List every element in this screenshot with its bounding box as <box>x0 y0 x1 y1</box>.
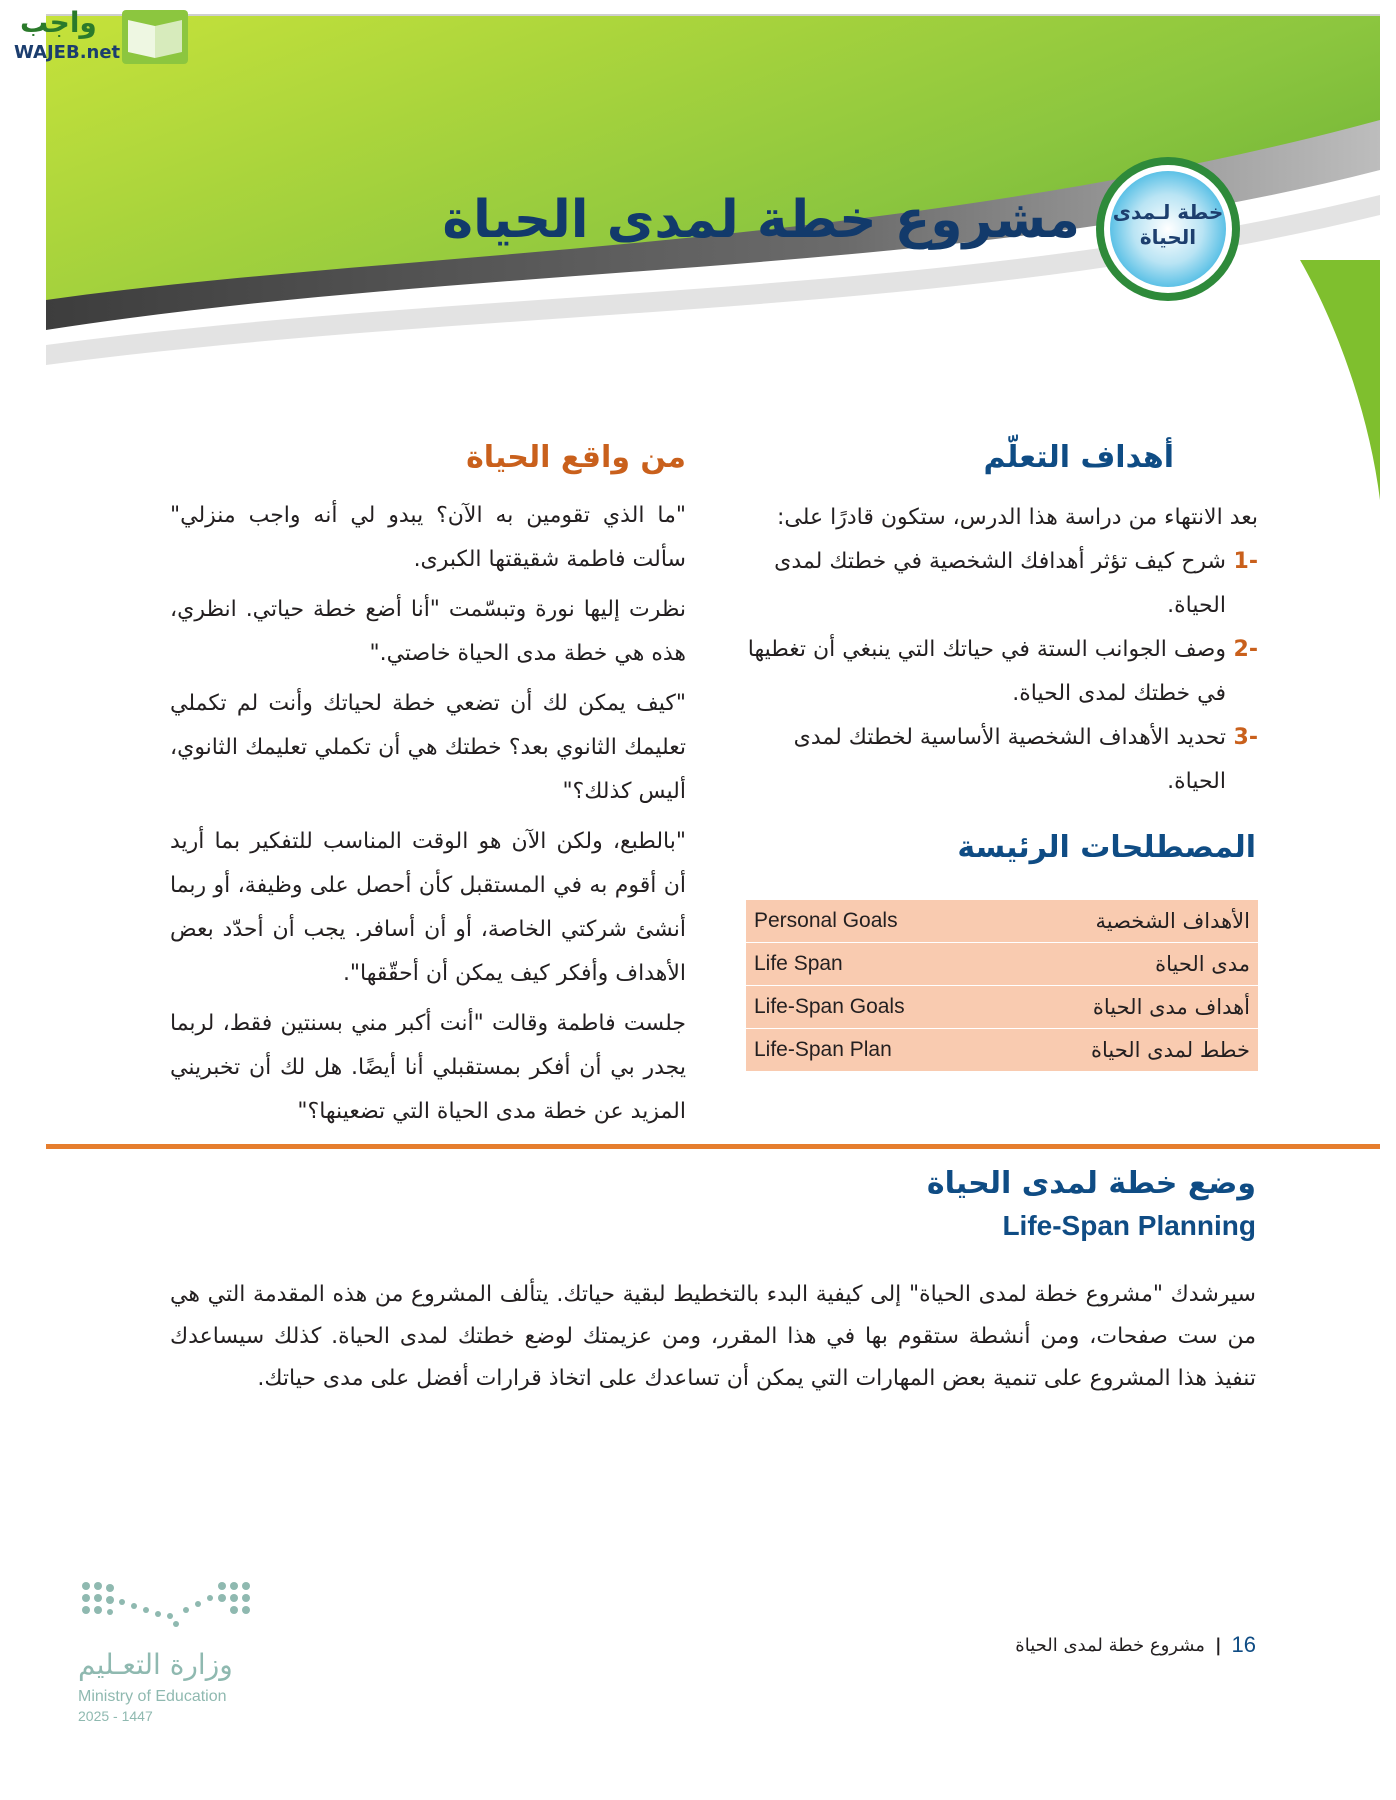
goals-intro: بعد الانتهاء من دراسة هذا الدرس، ستكون قادرًا على: <box>777 505 1258 530</box>
term-english: Life-Span Goals <box>746 986 996 1029</box>
badge-label <box>1110 200 1226 250</box>
page-footer <box>1015 1632 1256 1658</box>
planning-body: سيرشدك "مشروع خطة لمدى الحياة" إلى كيفية البدء بالتخطيط لبقية حياتك. يتألف المشروع من هذه المقدمة التي هي من ست صفحات، ومن أنشطة ستقوم بها في هذا المقرر، ومن عزيمتك لوضع خطتك لمدى الحياة. كذلك سيساعدك تنفيذ هذا المشروع على تنمية بعض المهارات التي يمكن أن تساعدك على اتخاذ قرارات أفضل على مدى حياتك. <box>170 1282 1256 1391</box>
goals-block <box>738 496 1258 804</box>
badge-line-1: خطة لـمدى <box>1112 200 1224 224</box>
goal-text: وصف الجوانب الستة في حياتك التي ينبغي أن تغطيها في خطتك لمدى الحياة. <box>747 637 1226 706</box>
wajeb-logo <box>10 6 190 66</box>
term-row <box>746 900 1258 943</box>
ministry-dots-icon <box>76 1576 266 1636</box>
goal-item <box>738 540 1258 628</box>
ministry-name-english: Ministry of Education <box>78 1688 227 1705</box>
badge-line-2: الحياة <box>1139 225 1197 249</box>
goal-text: تحديد الأهداف الشخصية الأساسية لخطتك لمدى الحياة. <box>793 725 1226 794</box>
footer-separator: | <box>1214 1634 1222 1656</box>
story-paragraph: نظرت إليها نورة وتبسّمت "أنا أضع خطة حياتي. انظري، هذه هي خطة مدى الحياة خاصتي." <box>170 597 686 666</box>
footer-section-title: مشروع خطة لمدى الحياة <box>1015 1634 1205 1656</box>
wajeb-latin: WAJEB.net <box>14 42 121 63</box>
story-paragraph: "كيف يمكن لك أن تضعي خطة لحياتك وأنت لم تكملي تعليمك الثانوي بعد؟ خطتك هي أن تكملي تعليمك الثانوي، أليس كذلك؟" <box>170 691 686 804</box>
term-arabic: مدى الحياة <box>996 943 1258 986</box>
term-arabic: خطط لمدى الحياة <box>996 1029 1258 1072</box>
story-paragraph: "ما الذي تقومين به الآن؟ يبدو لي أنه واجب منزلي" سألت فاطمة شقيقتها الكبرى. <box>170 503 686 572</box>
ministry-logo <box>76 1576 266 1726</box>
ministry-year: 2025 - 1447 <box>78 1708 153 1724</box>
reality-heading: من واقع الحياة <box>466 440 686 475</box>
term-english: Personal Goals <box>746 900 996 943</box>
story-paragraph: "بالطبع، ولكن الآن هو الوقت المناسب للتفكير بما أريد أن أقوم به في المستقبل كأن أحصل على وظيفة، أو ربما أنشئ شركتي الخاصة، أو أن أسافر. يجب أن أحدّد بعض الأهداف وأفكر كيف يمكن أن أحقّقها". <box>170 829 686 986</box>
goal-item <box>738 716 1258 804</box>
planning-heading-arabic: وضع خطة لمدى الحياة <box>926 1166 1256 1201</box>
reality-story <box>170 494 686 1140</box>
section-divider <box>46 1144 1380 1149</box>
term-english: Life Span <box>746 943 996 986</box>
page-title: مشروع خطة لمدى الحياة <box>442 190 1080 250</box>
ministry-name-arabic: وزارة التعـليم <box>78 1648 233 1681</box>
term-arabic: أهداف مدى الحياة <box>996 986 1258 1029</box>
header-banner <box>0 0 1396 520</box>
term-row <box>746 986 1258 1029</box>
goal-item <box>738 628 1258 716</box>
goal-number: -3 <box>1233 725 1258 750</box>
story-paragraph: جلست فاطمة وقالت "أنت أكبر مني بسنتين فقط، لربما يجدر بي أن أفكر بمستقبلي أنا أيضًا. هل لك أن تخبريني المزيد عن خطة مدى الحياة التي تضعينها؟" <box>170 1011 686 1124</box>
term-row <box>746 943 1258 986</box>
wajeb-arabic: واجب <box>20 6 97 39</box>
terms-heading: المصطلحات الرئيسة <box>957 830 1256 865</box>
planning-heading-english: Life-Span Planning <box>1002 1210 1256 1241</box>
goal-text: شرح كيف تؤثر أهدافك الشخصية في خطتك لمدى الحياة. <box>774 549 1226 618</box>
terms-table <box>746 900 1258 1072</box>
goals-heading: أهداف التعلّم <box>983 440 1174 475</box>
term-row <box>746 1029 1258 1072</box>
term-arabic: الأهداف الشخصية <box>996 900 1258 943</box>
goal-number: -2 <box>1233 637 1258 662</box>
page-number: 16 <box>1231 1632 1256 1657</box>
term-english: Life-Span Plan <box>746 1029 996 1072</box>
goal-number: -1 <box>1233 549 1258 574</box>
